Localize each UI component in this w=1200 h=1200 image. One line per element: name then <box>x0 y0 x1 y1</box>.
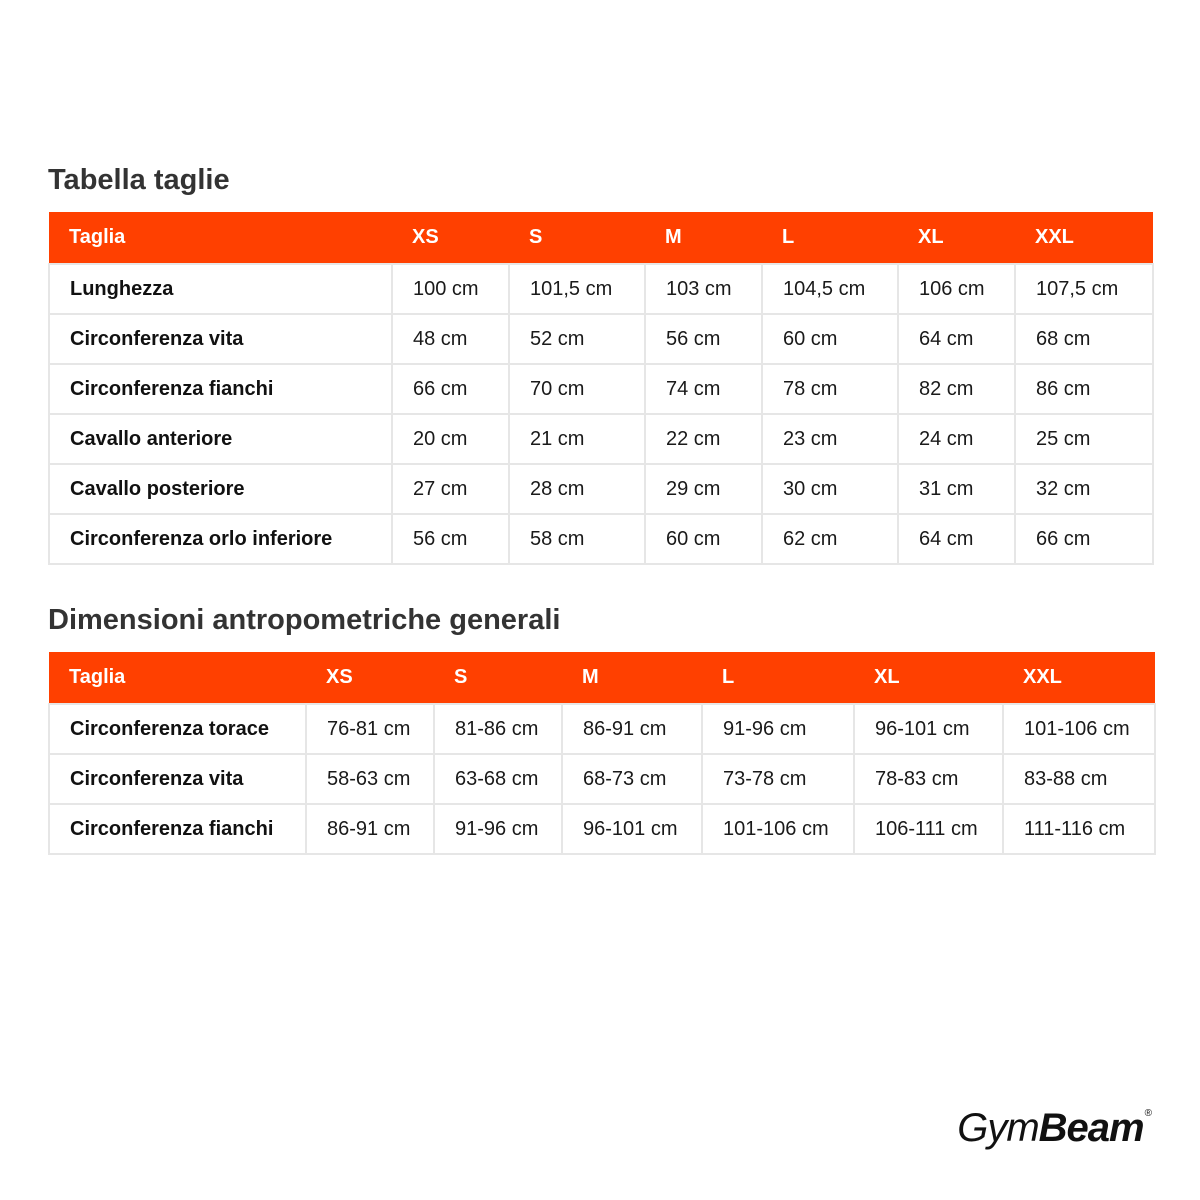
header-cell: M <box>645 212 762 264</box>
table-row <box>49 804 1155 854</box>
table-cell: 30 cm <box>762 464 898 514</box>
table-cell: 83-88 cm <box>1003 754 1155 804</box>
size-table-title: Tabella taglie <box>48 164 230 196</box>
table-cell: 60 cm <box>762 314 898 364</box>
anthropometric-table-title: Dimensioni antropometriche generali <box>48 604 561 636</box>
table-cell: 24 cm <box>898 414 1015 464</box>
table-cell: 64 cm <box>898 314 1015 364</box>
table-row <box>49 314 1153 364</box>
table-cell: 91-96 cm <box>434 804 562 854</box>
table-cell: 28 cm <box>509 464 645 514</box>
row-label: Cavallo anteriore <box>49 414 392 464</box>
table-row <box>49 264 1153 314</box>
table-cell: 31 cm <box>898 464 1015 514</box>
header-cell: XXL <box>1003 652 1155 704</box>
row-label: Lunghezza <box>49 264 392 314</box>
table-cell: 56 cm <box>392 514 509 564</box>
row-label: Circonferenza fianchi <box>49 804 306 854</box>
row-label: Circonferenza torace <box>49 704 306 754</box>
table-cell: 101-106 cm <box>1003 704 1155 754</box>
table-row <box>49 364 1153 414</box>
table-cell: 56 cm <box>645 314 762 364</box>
header-cell: L <box>702 652 854 704</box>
table-cell: 81-86 cm <box>434 704 562 754</box>
table-cell: 63-68 cm <box>434 754 562 804</box>
size-table <box>48 212 1154 565</box>
table-cell: 78-83 cm <box>854 754 1003 804</box>
table-cell: 66 cm <box>1015 514 1153 564</box>
row-label: Circonferenza vita <box>49 754 306 804</box>
table-cell: 74 cm <box>645 364 762 414</box>
table-cell: 68-73 cm <box>562 754 702 804</box>
table-row <box>49 754 1155 804</box>
table-cell: 64 cm <box>898 514 1015 564</box>
table-row <box>49 704 1155 754</box>
header-cell: XS <box>392 212 509 264</box>
table-cell: 96-101 cm <box>562 804 702 854</box>
table-cell: 70 cm <box>509 364 645 414</box>
table-cell: 21 cm <box>509 414 645 464</box>
table-cell: 104,5 cm <box>762 264 898 314</box>
table-cell: 86-91 cm <box>562 704 702 754</box>
table-cell: 66 cm <box>392 364 509 414</box>
header-cell: XL <box>898 212 1015 264</box>
header-cell: M <box>562 652 702 704</box>
header-cell: XS <box>306 652 434 704</box>
header-cell: XXL <box>1015 212 1153 264</box>
table-cell: 68 cm <box>1015 314 1153 364</box>
table-cell: 62 cm <box>762 514 898 564</box>
table-cell: 101-106 cm <box>702 804 854 854</box>
table-cell: 60 cm <box>645 514 762 564</box>
table-cell: 111-116 cm <box>1003 804 1155 854</box>
table-cell: 103 cm <box>645 264 762 314</box>
table-cell: 82 cm <box>898 364 1015 414</box>
table-cell: 76-81 cm <box>306 704 434 754</box>
header-cell: S <box>509 212 645 264</box>
row-label: Cavallo posteriore <box>49 464 392 514</box>
table-row <box>49 414 1153 464</box>
table-cell: 27 cm <box>392 464 509 514</box>
table-row <box>49 464 1153 514</box>
table-cell: 96-101 cm <box>854 704 1003 754</box>
table-header-row <box>49 212 1153 264</box>
row-label: Circonferenza orlo inferiore <box>49 514 392 564</box>
table-cell: 86-91 cm <box>306 804 434 854</box>
table-header-row <box>49 652 1155 704</box>
table-cell: 22 cm <box>645 414 762 464</box>
table-row <box>49 514 1153 564</box>
header-cell: S <box>434 652 562 704</box>
logo-wordmark <box>957 1104 1143 1152</box>
table-cell: 101,5 cm <box>509 264 645 314</box>
table-cell: 29 cm <box>645 464 762 514</box>
table-cell: 73-78 cm <box>702 754 854 804</box>
table-cell: 107,5 cm <box>1015 264 1153 314</box>
table-cell: 100 cm <box>392 264 509 314</box>
row-label: Circonferenza vita <box>49 314 392 364</box>
table-cell: 106-111 cm <box>854 804 1003 854</box>
table-cell: 78 cm <box>762 364 898 414</box>
header-cell: Taglia <box>49 212 392 264</box>
logo-part-gym: Gym <box>957 1106 1039 1150</box>
header-cell: XL <box>854 652 1003 704</box>
table-cell: 58-63 cm <box>306 754 434 804</box>
table-cell: 106 cm <box>898 264 1015 314</box>
table-cell: 91-96 cm <box>702 704 854 754</box>
table-cell: 86 cm <box>1015 364 1153 414</box>
header-cell: Taglia <box>49 652 306 704</box>
header-cell: L <box>762 212 898 264</box>
table-cell: 58 cm <box>509 514 645 564</box>
logo-part-beam: Beam <box>1038 1106 1144 1150</box>
table-cell: 25 cm <box>1015 414 1153 464</box>
anthropometric-table <box>48 652 1156 855</box>
table-cell: 48 cm <box>392 314 509 364</box>
registered-mark: ® <box>1144 1108 1152 1119</box>
table-cell: 23 cm <box>762 414 898 464</box>
table-cell: 52 cm <box>509 314 645 364</box>
table-cell: 20 cm <box>392 414 509 464</box>
gymbeam-logo <box>957 1104 1152 1152</box>
table-cell: 32 cm <box>1015 464 1153 514</box>
row-label: Circonferenza fianchi <box>49 364 392 414</box>
